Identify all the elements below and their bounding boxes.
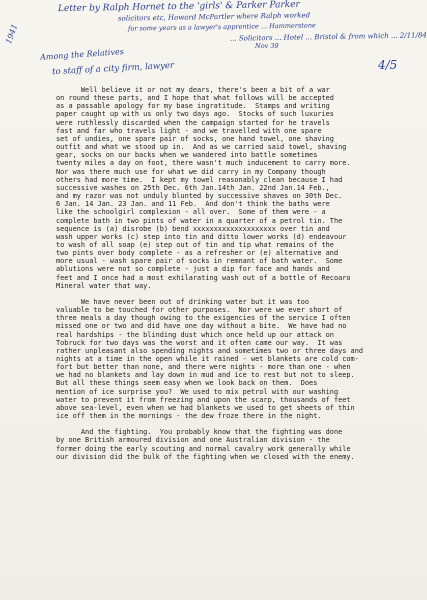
typed-letter-body xyxy=(56,86,420,469)
handwritten-note-line-2: solicitors etc, Howard McPartler where Ralph worked xyxy=(117,11,311,23)
paragraph: Well believe it or not my dears, there's been a bit of a war on round these parts, and I hope that what follows will be accepted as a passable apology for my base ingratitude. Stamps and writing paper caught up with us only two days ago. Stocks of such luxuries were ruthlessly discarded when the campaign started for he travels fast and far who travels light - and we travelled with one spare set of undies, one spare pair of socks, one hand towel, one shaving outfit and what we stood up in. And as we carried said towel, shaving gear, socks on our backs when we wandered into battle sometimes twenty miles a day on foot, there wasn't much inducement to carry more. Nor was there much use for what we did carry in my Company though others had more time. I kept my towel reasonably clean because I had successive washes on 25th Dec. 6th Jan.14th Jan. 22nd Jan.14 Feb., and my razor was not unduly blunted by successive shaves on 30th Dec. 6 Jan. 14 Jan. 23 Jan. and 11 Feb. And don't think the baths were like the schoolgirl complexion - all over. Some of them were - a complete bath in two pints of water in a quarter of a petrol tin. The sequence is (a) disrobe (b) bend xxxxxxxxxxxxxxxxxxxx over tin and wash upper works (c) step into tin and ditto lower works (d) endeavour to wash of all soap (e) step out of tin and tip what remains of the two pints over body complete - as a refresher or (e) alternative and more usual - wash spare pair of socks in remnant of bath water. Some ablutions were not so complete - just a dip for face and hands and feet and I once had a most exhilarating wash out of a bottle of Recoaro Mineral water that way. xyxy=(56,86,351,290)
handwritten-note-line-3: for some years as a lawyer's apprentice ... Hammerstone xyxy=(127,21,316,33)
handwritten-page-mark: 4/5 xyxy=(378,58,398,72)
handwritten-note-line-1: Letter by Ralph Hornet to the 'girls' & Parker Parker xyxy=(57,0,300,15)
paragraph: And the fighting. You probably know that the fighting was done by one British armoured division and one Australian division - the former doing the early scouting and normal cavalry work generally while our division did the bulk of the fighting when we closed with the enemy. xyxy=(56,428,355,461)
handwritten-margin-note-1: Among the Relatives xyxy=(39,47,125,62)
paragraph: We have never been out of drinking water but it was too valuable to be touched for other purposes. Nor were we ever short of three meals a day though owing to the exigencies of the service I often missed one or two and did have one day without a bite. We have had no real hardships - the blinding dust which once held up our attack on Tobruck for two days was the worst and it often came our way. It was rather unpleasant also spending nights and sometimes two or three days and nights at a time in the open while it rained - wet blankets are cold com- fort but better than none, and there were nights - more than one - when we had no blankets and lay down in mud and ice to rest but not to sleep. But all these things seem easy when we look back on them. Does mention of ice surprise you? We used to mix petrol with our washing water to prevent it from freezing and upon the scarp, thousands of feet above sea-level, even when we had blankets we used to get sheets of thin ice off them in the mornings - the dew froze there in the night. xyxy=(56,297,363,421)
handwritten-note-line-4: ... Solicitors ... Hotel ... Bristol & from which ... 2/11/84 xyxy=(229,31,427,43)
handwritten-note-line-5: Nov 39 xyxy=(255,42,279,50)
handwritten-margin-note-2: to staff of a city firm, lawyer xyxy=(51,60,175,78)
handwritten-margin-year: 1941 xyxy=(4,22,20,46)
